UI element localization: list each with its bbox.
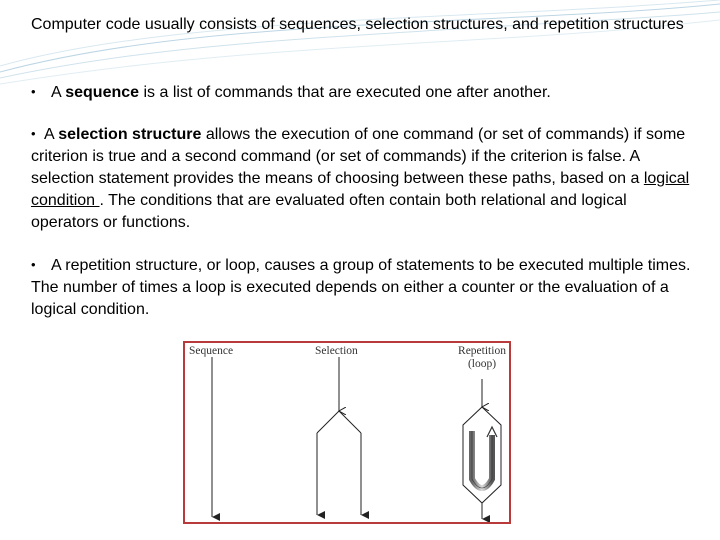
selection-paragraph: [31, 123, 691, 234]
bullet-icon: •: [31, 84, 36, 99]
bullet-icon: •: [31, 257, 36, 272]
repetition-text: A repetition structure, or loop, causes a group of statements to be executed multiple times. The number of times a loop is executed depends on either a counter or the evaluation of a logical condition.: [31, 257, 691, 318]
sequence-paragraph: [31, 81, 691, 104]
sequence-term: sequence: [65, 84, 140, 101]
repetition-label: [451, 345, 513, 371]
selection-text-1: allows the execution of one command (or set of commands) if some criterion is true and a second command (or set of commands) if the criterion is false. A selection statement provides the means of choosing between these paths, based on a: [31, 126, 686, 187]
slide-title: Computer code usually consists of sequences, selection structures, and repetition structures: [31, 16, 684, 33]
logical-condition-term: logical condition: [31, 170, 690, 209]
sequence-label: Sequence: [189, 345, 234, 357]
selection-text-2: . The conditions that are evaluated often contain both relational and logical operators or functions.: [31, 192, 627, 231]
repetition-label-line2: (loop): [467, 358, 497, 370]
repetition-label-line1: Repetition: [458, 345, 506, 357]
selection-label: Selection: [315, 345, 358, 357]
control-structures-figure: [183, 341, 511, 524]
selection-branch-shape: [317, 357, 361, 515]
repetition-loop-shape: [463, 379, 501, 519]
sequence-lead: A: [51, 84, 66, 101]
bullet-icon: •: [31, 126, 36, 141]
selection-lead: A: [44, 126, 59, 143]
selection-term: selection structure: [58, 126, 202, 143]
repetition-paragraph: [31, 254, 691, 321]
sequence-text: is a list of commands that are executed one after another.: [139, 84, 551, 101]
